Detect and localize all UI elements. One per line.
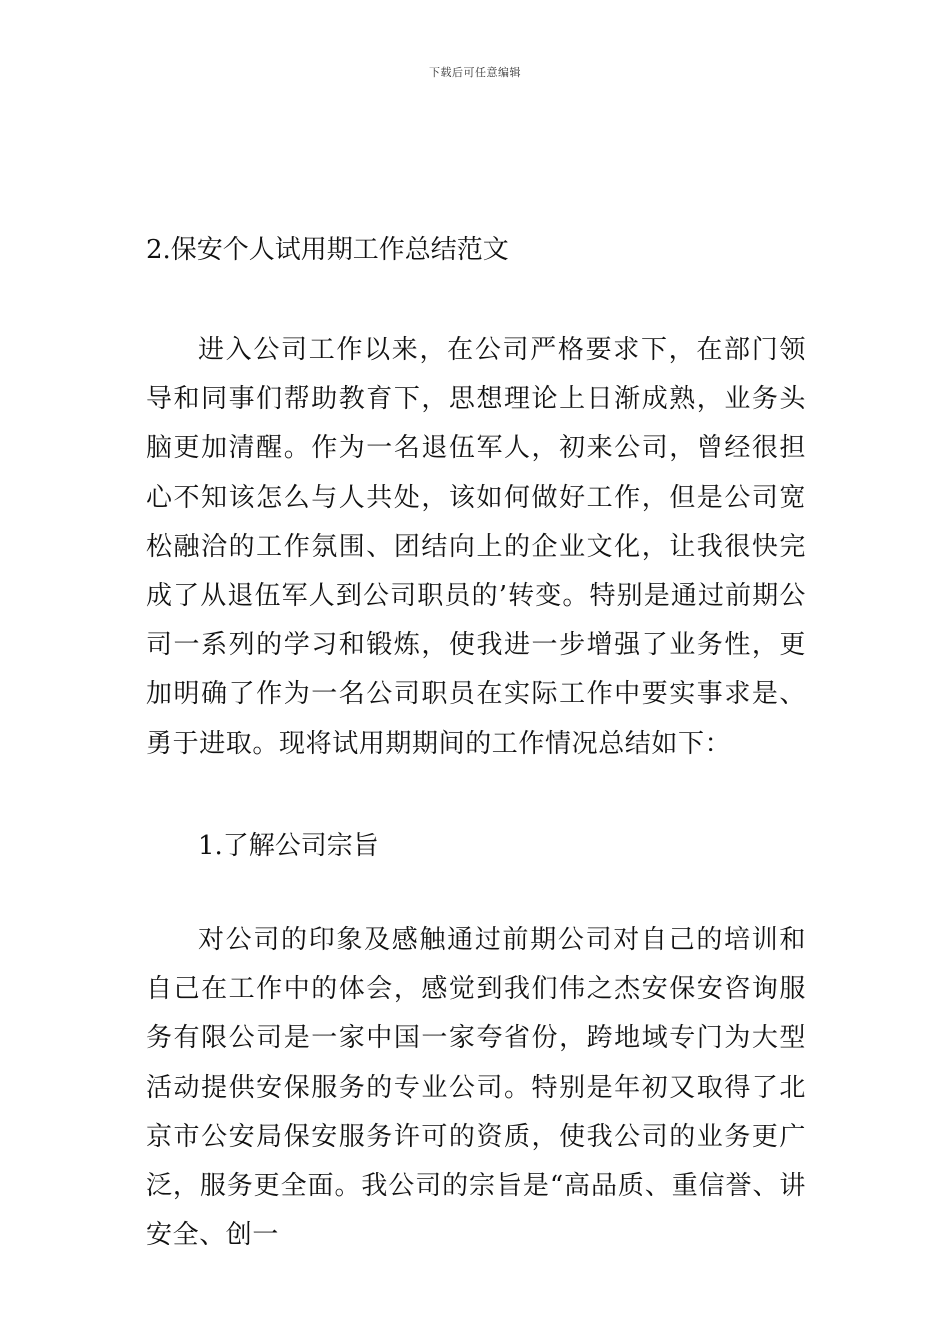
section-title: 2.保安个人试用期工作总结范文 [146,235,509,265]
header-note: 下载后可任意编辑 [429,66,521,79]
sub-heading-company-purpose: 1.了解公司宗旨 [198,831,379,861]
body-paragraph-intro: 进入公司工作以来，在公司严格要求下，在部门领导和同事们帮助教育下，思想理论上日渐成熟，业务头脑更加清醒。作为一名退伍军人，初来公司，曾经很担心不知该怎么与人共处，该如何做好工作，但是公司宽松融洽的工作氛围、团结向上的企业文化，让我很快完成了从退伍军人到公司职员的’转变。特别是通过前期公司一系列的学习和锻炼，使我进一步增强了业务性，更加明确了作为一名公司职员在实际工作中要实事求是、勇于进取。现将试用期期间的工作情况总结如下： [146,335,806,759]
body-paragraph-company: 对公司的印象及感触通过前期公司对自己的培训和自己在工作中的体会，感觉到我们伟之杰安保安咨询服务有限公司是一家中国一家夸省份，跨地域专门为大型活动提供安保服务的专业公司。特别是年初又取得了北京市公安局保安服务许可的资质，使我公司的业务更广泛，服务更全面。我公司的宗旨是“高品质、重信誉、讲安全、创一 [146,925,806,1251]
